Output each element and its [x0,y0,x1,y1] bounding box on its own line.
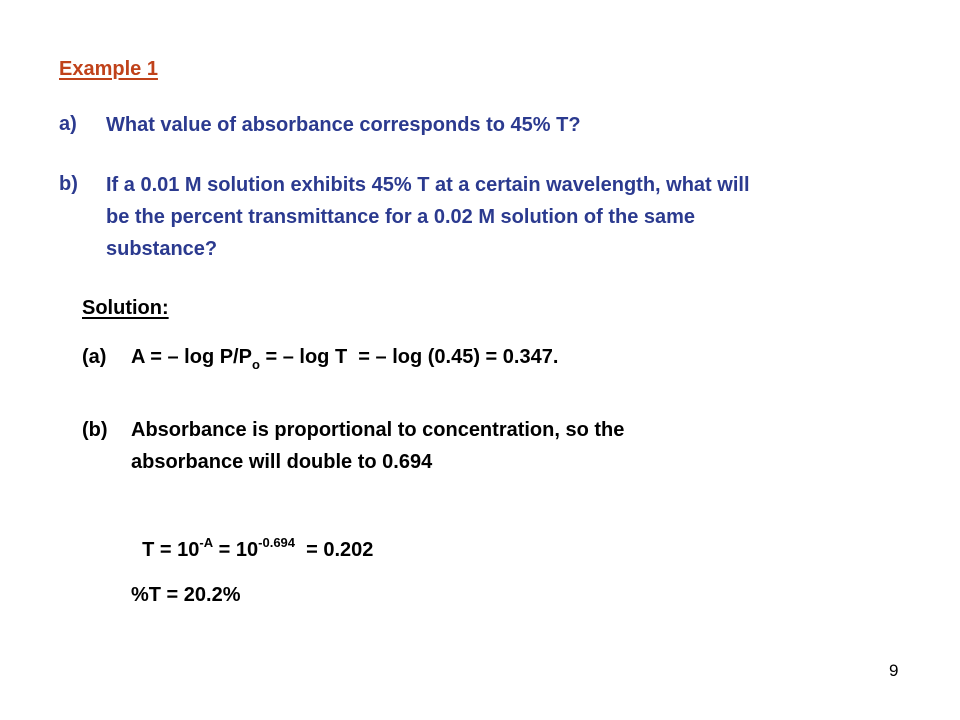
solution-b-line-2: absorbance will double to 0.694 [131,451,433,473]
question-b-marker: b) [59,173,78,195]
solution-a-eq-end: = – log T = – log (0.45) = 0.347. [259,346,559,368]
transmittance-equation [131,516,373,562]
t-eq-exponent-1: -A [199,535,214,550]
question-a-text: What value of absorbance corresponds to 45% T? [106,114,581,136]
solution-b-line-1: Absorbance is proportional to concentration, so the [131,419,625,441]
example-title: Example 1 [59,58,158,80]
solution-a-equation [131,346,559,372]
page-number: 9 [889,661,899,680]
t-eq-mid: = 10 [213,539,259,561]
solution-b-marker: (b) [82,419,108,441]
percent-transmittance: %T = 20.2% [131,584,241,606]
question-b-line-3: substance? [106,238,218,260]
question-b-line-2: be the percent transmittance for a 0.02 M solution of the same [106,206,696,228]
t-eq-exponent-2: -0.694 [258,535,296,550]
solution-a-eq-subscript: o [251,357,260,372]
solution-heading: Solution: [82,297,169,319]
question-b-line-1: If a 0.01 M solution exhibits 45% T at a certain wavelength, what will [106,174,750,196]
question-a-marker: a) [59,113,77,135]
solution-a-marker: (a) [82,346,107,368]
solution-a-eq-start: A = – log P/P [131,346,252,368]
t-eq-lhs: T = 10 [142,539,200,561]
t-eq-result: = 0.202 [295,539,374,561]
